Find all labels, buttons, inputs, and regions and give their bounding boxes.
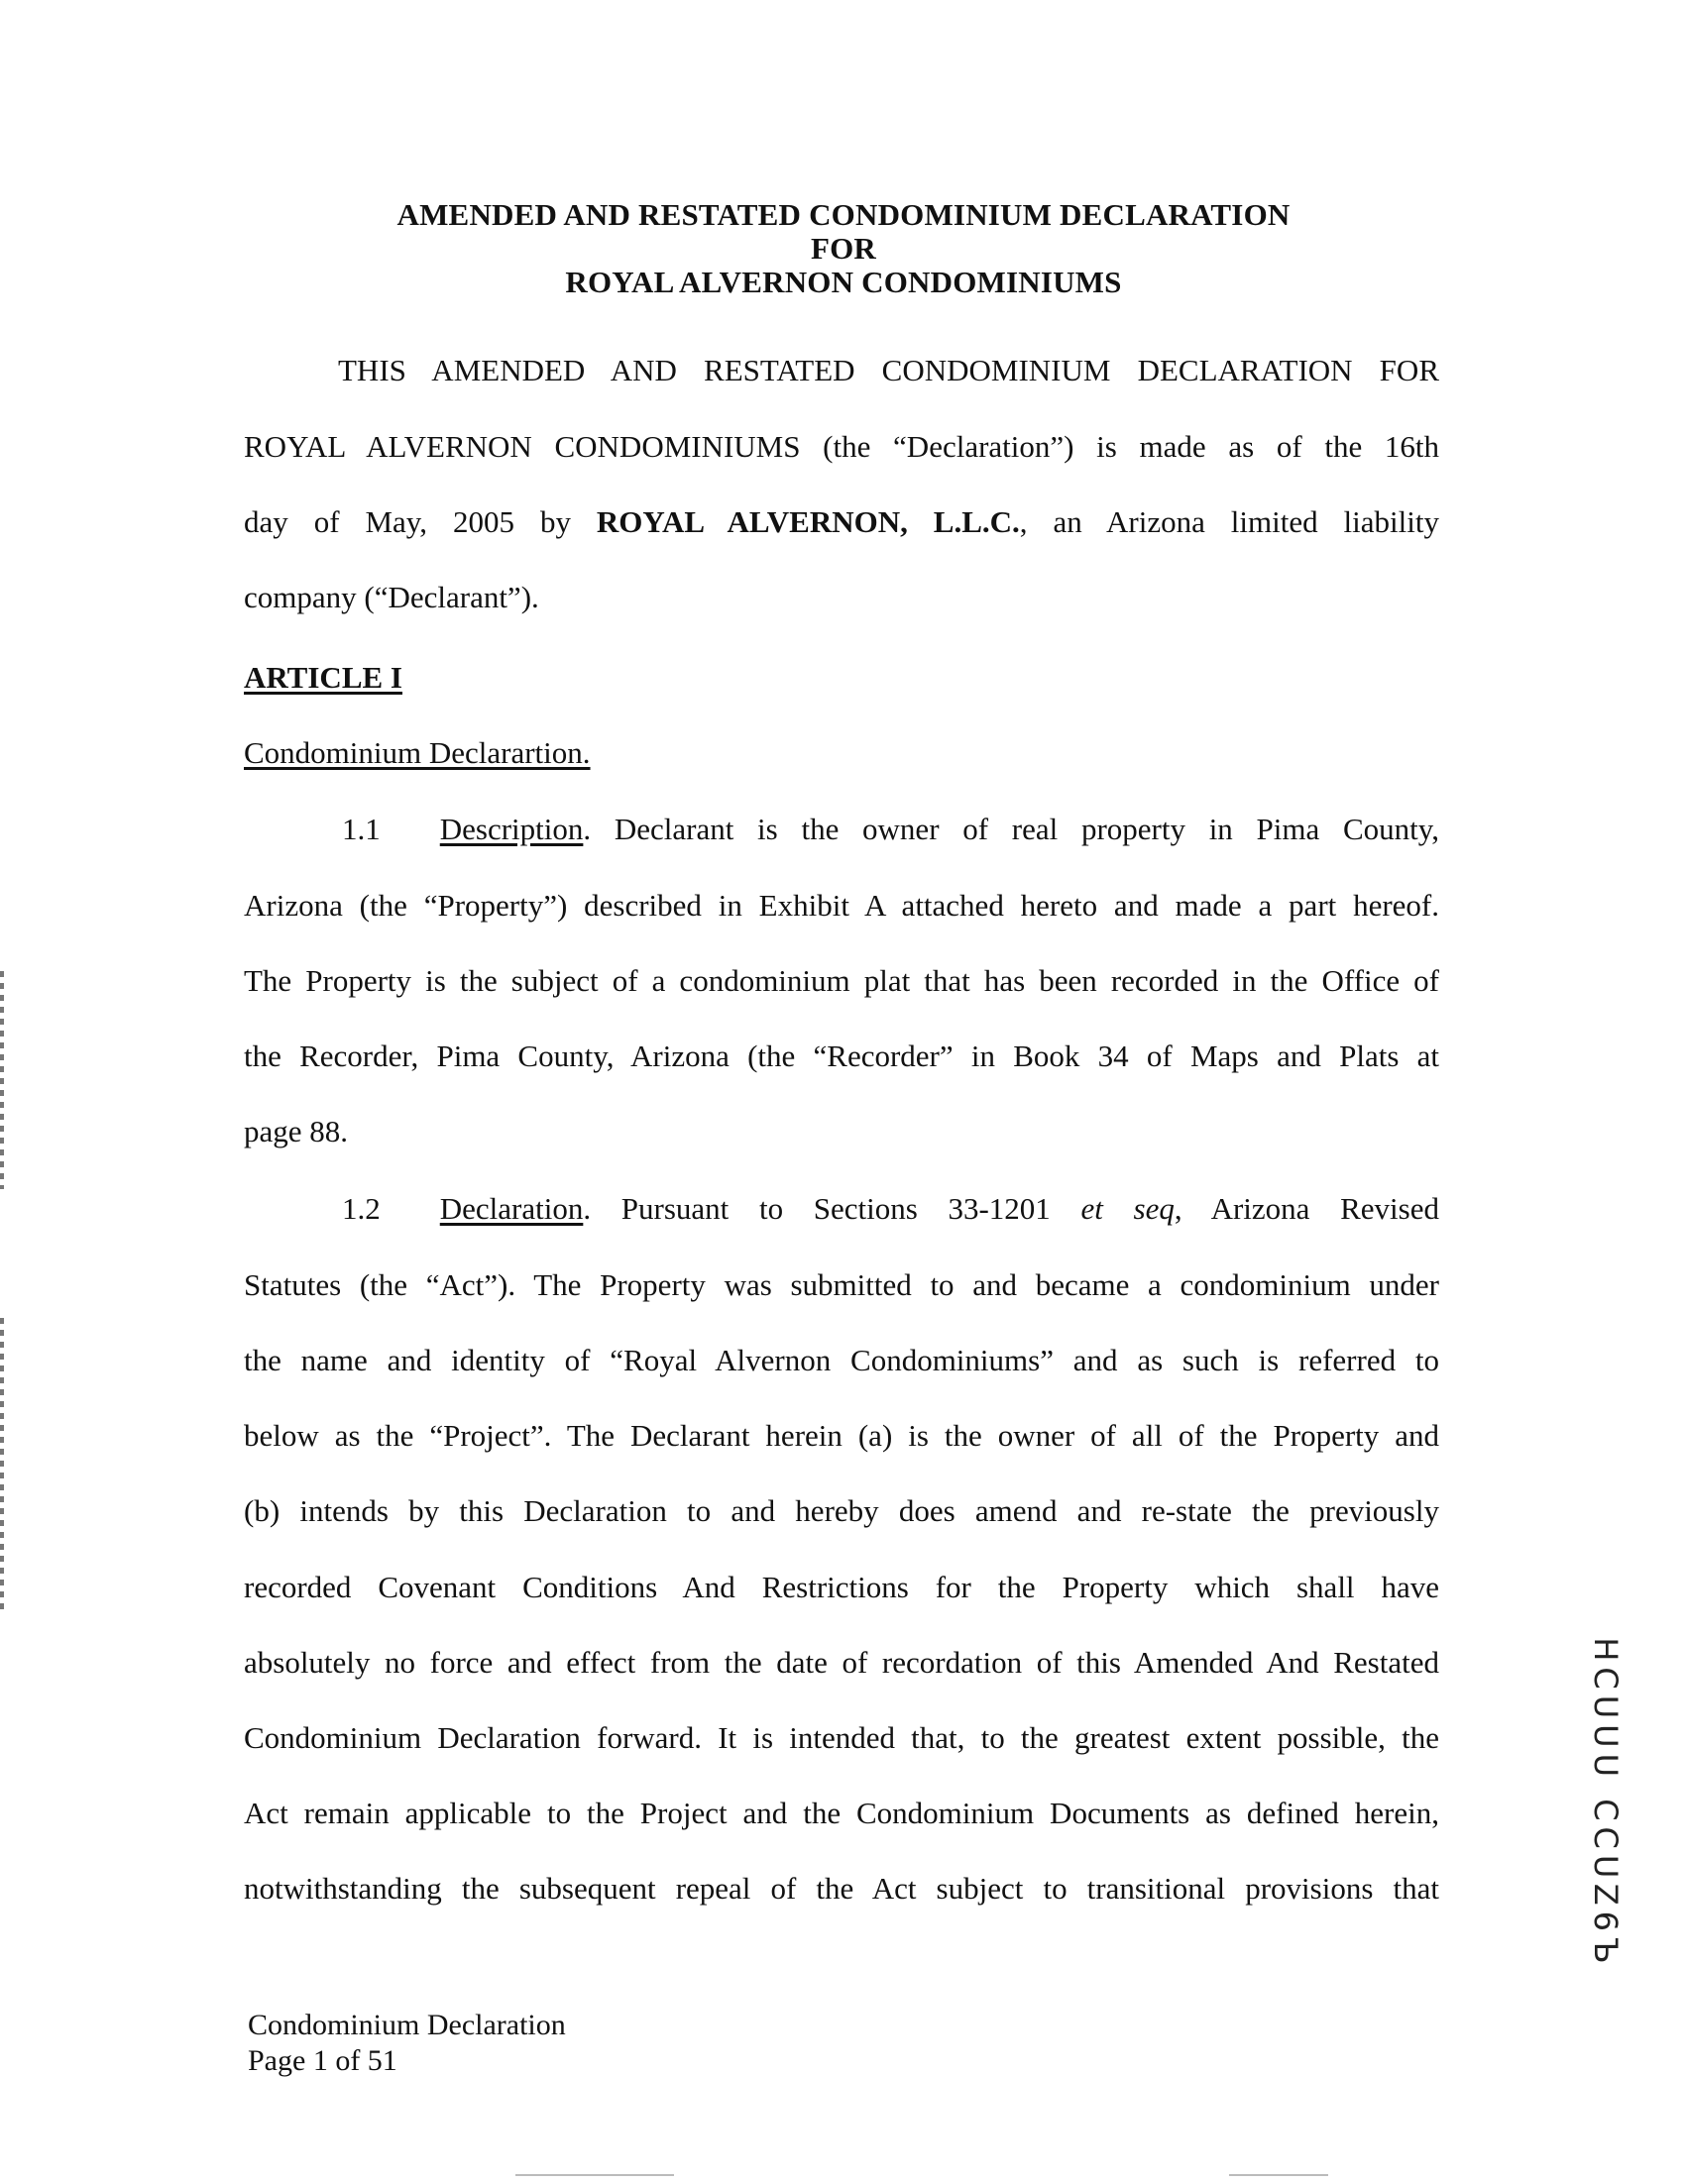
section-1-1-title: Description (439, 812, 584, 846)
section-1-2-line-8: Condominium Declaration forward. It is intended that, to the greatest extent possible, the (244, 1720, 1439, 1755)
article-subheading: Condominium Declarartion. (244, 735, 591, 770)
section-1-2-line-1-mid: . Pursuant to Sections 33-1201 (583, 1191, 1081, 1226)
section-1-2-line-5: (b) intends by this Declaration to and hereby does amend and re-state the previously (244, 1493, 1439, 1528)
title-line-2: FOR (810, 231, 877, 266)
section-1-2-et-seq: et seq (1080, 1191, 1175, 1226)
section-1-1-line-3: The Property is the subject of a condominium plat that has been recorded in the Office of (244, 963, 1439, 998)
section-1-1-number: 1.1 (342, 812, 381, 846)
section-1-2-line-7: absolutely no force and effect from the date of recordation of this Amended And Restated (244, 1645, 1439, 1680)
section-1-2-line-1-end: , Arizona Revised (1174, 1191, 1439, 1226)
section-1-1-line-1-rest: . Declarant is the owner of real property in Pima County, (583, 812, 1439, 846)
footer-page-number: Page 1 of 51 (248, 2044, 397, 2077)
section-1-2-line-10: notwithstanding the subsequent repeal of the Act subject to transitional provisions that (244, 1871, 1439, 1906)
scan-edge-mark (0, 971, 4, 1189)
intro-line-2: ROYAL ALVERNON CONDOMINIUMS (the “Declaration”) is made as of the 16th (244, 429, 1439, 464)
recording-stamp (1586, 1595, 1626, 2012)
footer-doc-name: Condominium Declaration (248, 2009, 566, 2041)
intro-line-3 (244, 502, 1439, 542)
section-1-2-number: 1.2 (342, 1191, 381, 1226)
page-footer (248, 2008, 566, 2079)
section-1-2-line-4: below as the “Project”. The Declarant herein (a) is the owner of all of the Property and (244, 1418, 1439, 1453)
recording-stamp-text: HCUUU CCUZ6Ъ (1587, 1637, 1625, 1970)
title-line-1: AMENDED AND RESTATED CONDOMINIUM DECLARATION (396, 197, 1291, 232)
section-1-2-title: Declaration (439, 1191, 584, 1226)
intro-line-4: company (“Declarant”). (244, 580, 539, 614)
section-1-2-line-9: Act remain applicable to the Project and the Condominium Documents as defined herein, (244, 1796, 1439, 1830)
section-1-1-line-4: the Recorder, Pima County, Arizona (the “Recorder” in Book 34 of Maps and Plats at (244, 1038, 1439, 1073)
scan-bottom-mark (1229, 2174, 1328, 2176)
intro-line-3-post: , an Arizona limited liability (1019, 504, 1439, 539)
section-1-2-line-1 (342, 1189, 1439, 1229)
intro-line-3-pre: day of May, 2005 by (244, 504, 597, 539)
section-1-1-line-1 (342, 810, 1439, 849)
section-1-1-line-5: page 88. (244, 1114, 349, 1148)
document-title (0, 198, 1687, 299)
section-1-2-line-6: recorded Covenant Conditions And Restrictions for the Property which shall have (244, 1570, 1439, 1604)
scan-edge-mark (0, 1318, 4, 1615)
declarant-name: ROYAL ALVERNON, L.L.C. (596, 504, 1020, 539)
section-1-1-line-2: Arizona (the “Property”) described in Exhibit A attached hereto and made a part hereof. (244, 888, 1439, 923)
title-line-3: ROYAL ALVERNON CONDOMINIUMS (565, 265, 1122, 299)
section-1-2-line-3: the name and identity of “Royal Alvernon Condominiums” and as such is referred to (244, 1343, 1439, 1377)
section-1-2-line-2: Statutes (the “Act”). The Property was submitted to and became a condominium under (244, 1267, 1439, 1302)
intro-line-1: THIS AMENDED AND RESTATED CONDOMINIUM DECLARATION FOR (338, 353, 1439, 387)
article-heading: ARTICLE I (244, 660, 402, 695)
scan-bottom-mark (515, 2174, 674, 2176)
